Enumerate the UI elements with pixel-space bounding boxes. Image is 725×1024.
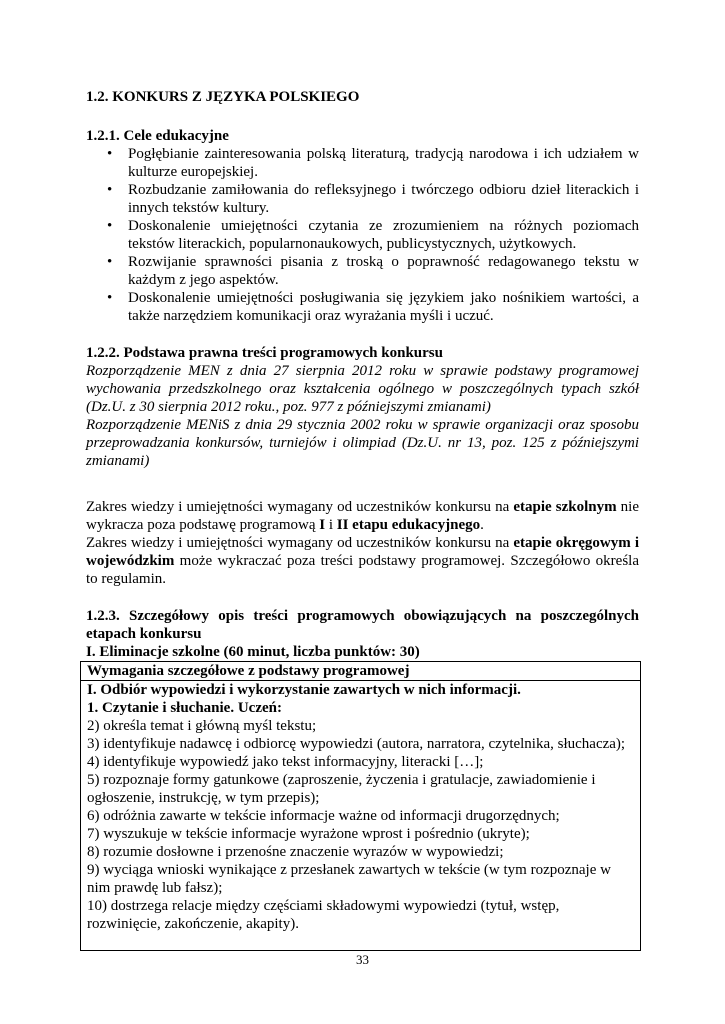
requirements-table-header: Wymagania szczegółowe z podstawy programowej xyxy=(81,662,641,681)
legal-basis-heading: 1.2.2. Podstawa prawna treści programowych konkursu xyxy=(86,345,443,361)
scope-school-stage: Zakres wiedzy i umiejętności wymagany od uczestników konkursu na etapie szkolnym nie wykracza poza podstawę programową I i II etapu edukacyjnego. xyxy=(86,499,639,533)
legal-act: Rozporządzenie MEN z dnia 27 sierpnia 2012 roku w sprawie podstawy programowej wychowania przedszkolnego oraz kształcenia ogólnego w poszczególnych typach szkół (Dz.U. z 30 sierpnia 2012 roku., poz. 977 z późniejszymi zmianami) xyxy=(86,363,639,415)
requirements-table-body xyxy=(81,681,641,951)
document-page xyxy=(86,88,639,951)
requirement-item: 5) rozpoznaje formy gatunkowe (zaproszenie, życzenia i gratulacje, zawiadomienie i ogłoszenie, instrukcję, w tym przepis); xyxy=(87,772,596,806)
goals-list xyxy=(86,145,639,325)
requirement-item: 8) rozumie dosłowne i przenośne znaczenie wyrazów w wypowiedzi; xyxy=(87,844,504,860)
legal-act: Rozporządzenie MENiS z dnia 29 stycznia 2002 roku w sprawie organizacji oraz sposobu przeprowadzania konkursów, turniejów i olimpiad (Dz.U. nr 13, poz. 125 z późniejszymi zmianami) xyxy=(86,417,639,469)
requirement-item: 6) odróżnia zawarte w tekście informacje ważne od informacji drugorzędnych; xyxy=(87,808,560,824)
requirements-table xyxy=(80,661,641,951)
bullet-icon: • xyxy=(107,218,113,234)
list-item: • Rozwijanie sprawności pisania z troską o poprawność redagowanego tekstu w każdym z jego aspektów. xyxy=(107,254,639,288)
requirements-subsection: 1. Czytanie i słuchanie. Uczeń: xyxy=(87,700,282,716)
scope-regional-stage: Zakres wiedzy i umiejętności wymagany od uczestników konkursu na etapie okręgowym i wojewódzkim może wykraczać poza treści podstawy programowej. Szczegółowo określa to regulamin. xyxy=(86,535,639,587)
page-number: 33 xyxy=(356,952,369,967)
list-item: • Rozbudzanie zamiłowania do refleksyjnego i twórczego odbioru dzieł literackich i innych tekstów kultury. xyxy=(107,182,639,216)
list-item: • Doskonalenie umiejętności czytania ze zrozumieniem na różnych poziomach tekstów literackich, popularnonaukowych, publicystycznych, użytkowych. xyxy=(107,218,639,252)
requirements-section: I. Odbiór wypowiedzi i wykorzystanie zawartych w nich informacji. xyxy=(87,682,521,698)
section-title: 1.2. KONKURS Z JĘZYKA POLSKIEGO xyxy=(86,89,360,105)
requirement-item: 2) określa temat i główną myśl tekstu; xyxy=(87,718,317,734)
bullet-icon: • xyxy=(107,182,113,198)
bullet-icon: • xyxy=(107,254,113,270)
goals-heading: 1.2.1. Cele edukacyjne xyxy=(86,128,229,144)
requirement-item: 3) identyfikuje nadawcę i odbiorcę wypowiedzi (autora, narratora, czytelnika, słuchacza); xyxy=(87,736,626,752)
list-item: • Pogłębianie zainteresowania polską literaturą, tradycją narodowa i ich udziałem w kulturze europejskiej. xyxy=(107,146,639,180)
list-item: • Doskonalenie umiejętności posługiwania się językiem jako nośnikiem wartości, a także narzędziem komunikacji oraz wyrażania myśli i uczuć. xyxy=(107,290,639,324)
requirement-item: 9) wyciąga wnioski wynikające z przesłanek zawartych w tekście (w tym rozpoznaje w nim prawdę lub fałsz); xyxy=(87,862,611,896)
requirement-item: 4) identyfikuje wypowiedź jako tekst informacyjny, literacki […]; xyxy=(87,754,484,770)
bullet-icon: • xyxy=(107,290,113,306)
requirement-item: 7) wyszukuje w tekście informacje wyrażone wprost i pośrednio (ukryte); xyxy=(87,826,530,842)
stage-heading: I. Eliminacje szkolne (60 minut, liczba punktów: 30) xyxy=(86,644,420,660)
requirement-item: 10) dostrzega relacje między częściami składowymi wypowiedzi (tytuł, wstęp, rozwinięcie, zakończenie, akapity). xyxy=(87,898,560,932)
bullet-icon: • xyxy=(107,146,113,162)
detail-heading: 1.2.3. Szczegółowy opis treści programowych obowiązujących na poszczególnych etapach konkursu xyxy=(86,608,639,642)
